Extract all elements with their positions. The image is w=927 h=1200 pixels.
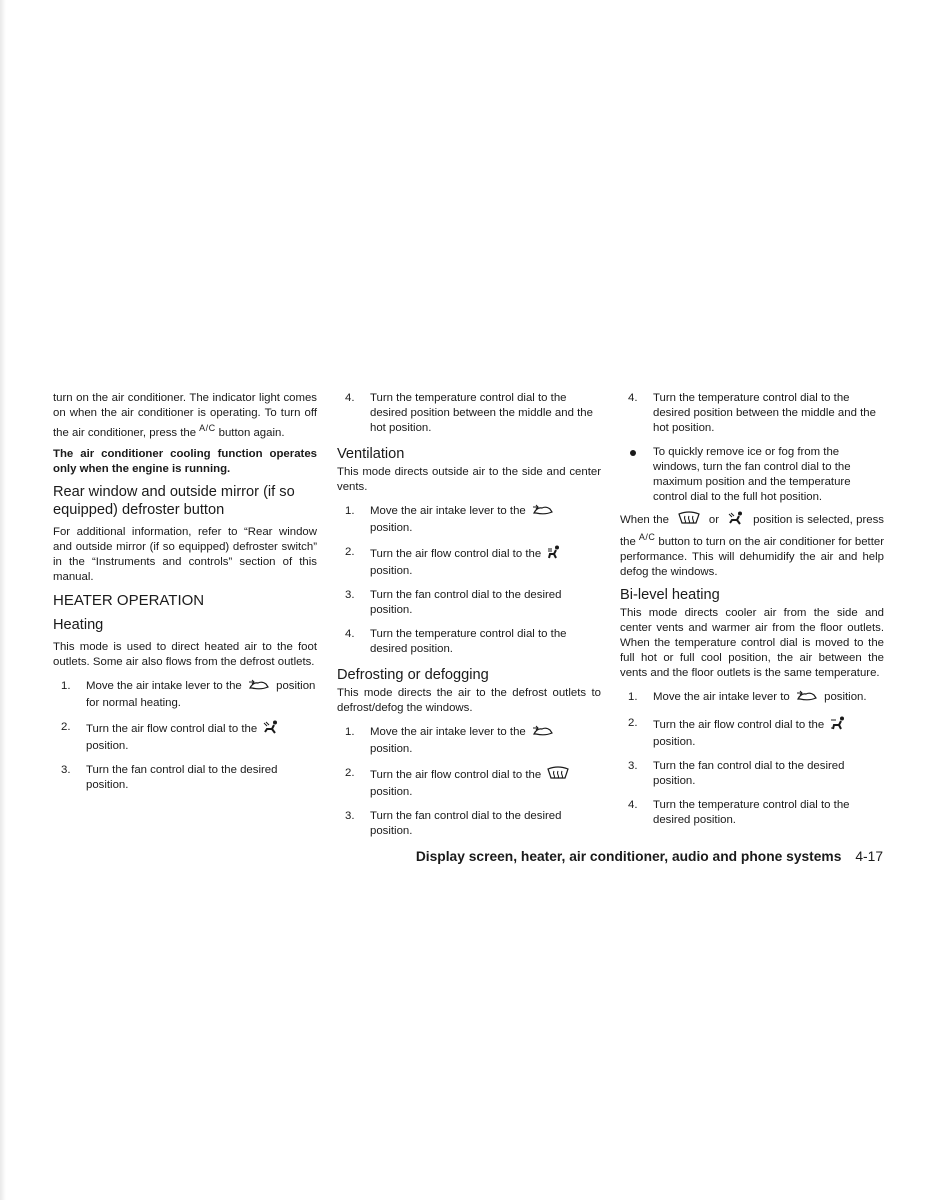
cooling-warning: The air conditioner cooling function operates only when the engine is running. xyxy=(53,448,317,475)
list-item: 2. Turn the air flow control dial to the position. xyxy=(345,545,601,579)
list-item: To quickly remove ice or fog from the windows, turn the fan control dial to the maximum position and the temperature control dial to the full hot position. xyxy=(628,445,884,505)
list-item: 1. Move the air intake lever to the position for normal heating. xyxy=(61,680,316,709)
defrosting-steps xyxy=(337,725,601,839)
outside-air-intake-icon xyxy=(532,725,554,742)
rear-defroster-text: For additional information, refer to “Rear window and outside mirror (if so equipped) defroster switch” in the “Instruments and controls” section of this manual. xyxy=(53,526,317,583)
ac-symbol: A/C xyxy=(199,423,216,433)
list-item: 3. Turn the fan control dial to the desired position. xyxy=(628,760,845,787)
column-3 xyxy=(620,391,884,837)
list-item: 4. Turn the temperature control dial to the desired position. xyxy=(345,628,567,655)
ac-paragraph: turn on the air conditioner. The indicator light comes on when the air conditioner is operating. To turn off the air conditioner, press the A/C button again. xyxy=(53,392,317,439)
list-item: 1. Move the air intake lever to the position. xyxy=(345,504,601,536)
bilevel-text: This mode directs cooler air from the side and center vents and warmer air from the floor outlets. When the temperature control dial is moved to the full hot or full cool position, the air between the vents and the floor outlets is the same temperature. xyxy=(620,607,884,679)
rear-defroster-heading: Rear window and outside mirror (if so equipped) defroster button xyxy=(53,484,295,518)
heater-operation-heading: HEATER OPERATION xyxy=(53,592,205,609)
list-item: 4. Turn the temperature control dial to the desired position between the middle and the hot position. xyxy=(345,392,593,434)
ventilation-heading: Ventilation xyxy=(337,446,405,462)
page-number: 4-17 xyxy=(855,849,883,864)
face-vent-mode-icon xyxy=(547,545,561,564)
column-2 xyxy=(337,391,601,848)
defrosting-heading: Defrosting or defogging xyxy=(337,667,489,683)
windshield-defrost-icon xyxy=(547,766,569,785)
ventilation-steps xyxy=(337,504,601,657)
outside-air-intake-icon xyxy=(532,504,554,521)
list-item: 3. Turn the fan control dial to the desired position. xyxy=(345,810,562,837)
bilevel-heading: Bi-level heating xyxy=(620,587,720,603)
tip-list xyxy=(620,445,884,505)
list-item: 3. Turn the fan control dial to the desired position. xyxy=(61,764,278,791)
foot-and-defrost-mode-icon xyxy=(728,511,744,530)
heating-steps-continued xyxy=(337,391,601,436)
outside-air-intake-icon xyxy=(796,690,818,707)
list-item: 3. Turn the fan control dial to the desired position. xyxy=(345,589,562,616)
list-item: 4. Turn the temperature control dial to the desired position. xyxy=(628,799,850,826)
ventilation-text: This mode directs outside air to the side and center vents. xyxy=(337,466,601,493)
bullet-icon xyxy=(630,450,636,456)
list-item: 2. Turn the air flow control dial to the position. xyxy=(61,720,317,754)
list-item: 4. Turn the temperature control dial to the desired position between the middle and the hot position. xyxy=(628,392,876,434)
list-item: 1. Move the air intake lever to the position. xyxy=(345,725,601,757)
bilevel-steps xyxy=(620,690,884,828)
column-1 xyxy=(53,391,317,802)
bi-level-mode-icon xyxy=(830,716,848,735)
list-item: 2. Turn the air flow control dial to the position. xyxy=(628,716,884,750)
footer-section-title: Display screen, heater, air conditioner, audio and phone systems xyxy=(415,849,842,864)
heating-heading: Heating xyxy=(53,617,104,633)
heating-steps xyxy=(53,679,317,793)
list-item: 2. Turn the air flow control dial to the position. xyxy=(345,766,601,800)
outside-air-intake-icon xyxy=(248,679,270,696)
list-item: 1. Move the air intake lever to position. xyxy=(628,690,884,707)
windshield-defrost-icon xyxy=(678,511,700,530)
heating-text: This mode is used to direct heated air to the foot outlets. Some air also flows from the defrost outlets. xyxy=(53,641,317,668)
defrosting-steps-continued xyxy=(620,391,884,436)
ac-symbol: A/C xyxy=(638,532,656,542)
defrosting-text: This mode directs the air to the defrost outlets to defrost/defog the windows. xyxy=(337,687,601,714)
foot-and-defrost-mode-icon xyxy=(263,720,279,739)
page-edge-shadow xyxy=(0,0,6,1200)
dehumidify-paragraph: When the or position is selected, press the A/C button to turn on the air conditioner for better performance. This will dehumidify the air and help defog the windows. xyxy=(620,511,884,580)
page-footer xyxy=(53,848,883,866)
